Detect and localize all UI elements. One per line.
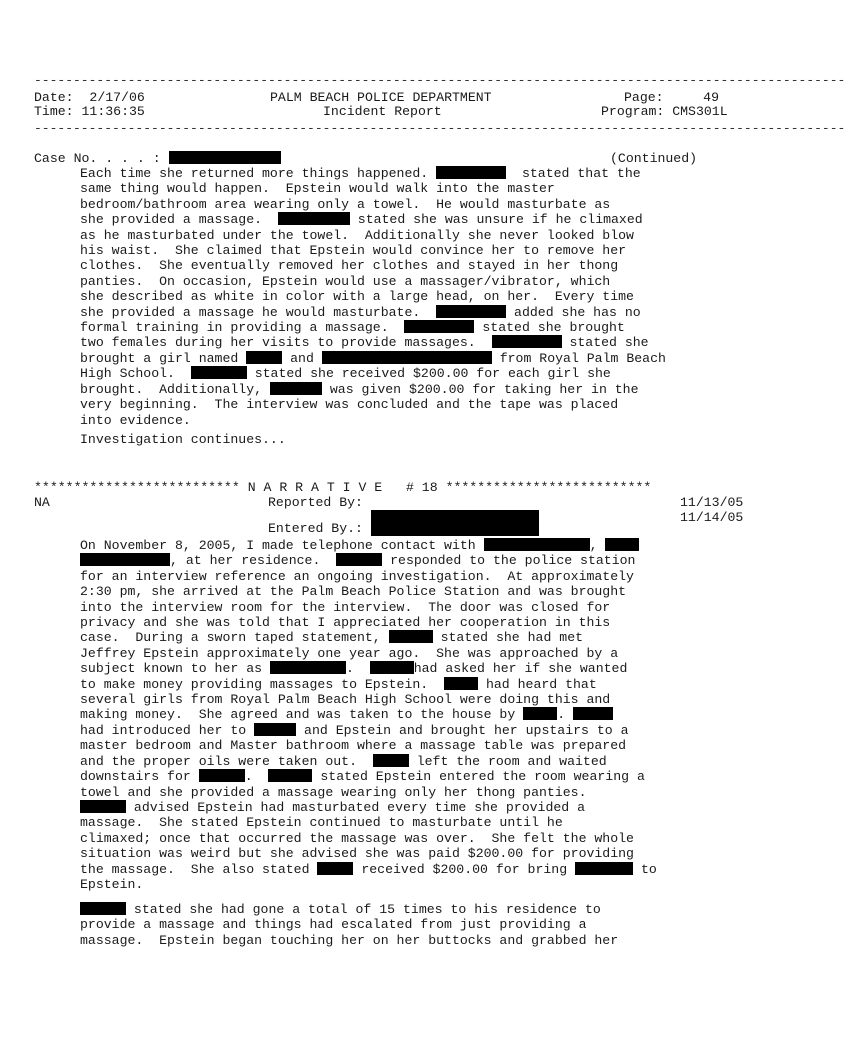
program-line: Program: CMS301L: [601, 104, 728, 119]
redaction-block: [492, 335, 562, 348]
redaction-block: [254, 723, 296, 736]
redaction-block: [523, 707, 557, 720]
department-name: PALM BEACH POLICE DEPARTMENT: [270, 90, 492, 105]
redaction-block: [270, 382, 322, 395]
text-line: master bedroom and Master bathroom where a massage table was prepared: [80, 738, 627, 754]
narrative-title: N A R R A T I V E: [247, 480, 383, 495]
redaction-block: [246, 351, 282, 364]
redaction-block: [484, 538, 590, 551]
text-line: making money. She agreed and was taken to the house by .: [80, 707, 720, 722]
text-line: brought. Additionally, was given $200.00 for taking her in the: [80, 381, 639, 397]
text-line: formal training in providing a massage. stated she brought: [80, 320, 625, 336]
text-line: Epstein.: [80, 876, 144, 892]
redaction-block: [389, 630, 433, 643]
report-type: Incident Report: [323, 104, 442, 119]
text-line: massage. Epstein began touching her on her buttocks and grabbed her: [80, 932, 619, 948]
redaction-block: [371, 510, 539, 536]
narrative-banner: ************************** N A R R A T I V E # 18 **************************: [34, 480, 652, 495]
reported-by-line: Reported By:: [268, 495, 363, 510]
redaction-block: [373, 754, 409, 767]
text-line: Jeffrey Epstein approximately one year ago. She was approached by a: [80, 645, 619, 661]
text-line: had introduced her to and Epstein and brought her upstairs to a: [80, 722, 629, 738]
text-line: towel and she provided a massage wearing only her thong panties.: [80, 784, 587, 800]
text-line: Each time she returned more things happened. stated that the: [80, 166, 641, 181]
narrative-code: NA: [34, 495, 50, 510]
redaction-block: [404, 320, 474, 333]
redaction-block: [573, 707, 613, 720]
entered-date: 11/14/05: [680, 510, 744, 525]
redaction-block: [436, 305, 506, 318]
redaction-block: [80, 553, 170, 566]
redaction-block: [278, 212, 350, 225]
redaction-block: [169, 151, 281, 164]
redaction-block: [80, 800, 126, 813]
entered-by-line: Entered By.:: [268, 510, 539, 536]
redaction-block: [80, 902, 126, 915]
text-line: advised Epstein had masturbated every time she provided a: [80, 800, 720, 815]
text-line: situation was weird but she advised she was paid $200.00 for providing: [80, 846, 634, 862]
text-line: she provided a massage. stated she was unsure if he climaxed: [80, 212, 643, 228]
header-rule-top: --------------------------------------------------------------------------------------------------------: [34, 73, 845, 88]
text-line: , at her residence. responded to the police station: [80, 553, 720, 568]
redaction-block: [191, 366, 247, 379]
redaction-block: [436, 166, 506, 179]
text-line: very beginning. The interview was concluded and the tape was placed: [80, 397, 619, 413]
redaction-block: [605, 538, 639, 551]
text-line: case. During a sworn taped statement, stated she had met: [80, 630, 584, 646]
text-line: for an interview reference an ongoing investigation. At approximately: [80, 568, 634, 584]
text-line: provide a massage and things had escalated from just providing a: [80, 917, 587, 933]
text-line: and the proper oils were taken out. left the room and waited: [80, 753, 607, 769]
redaction-block: [370, 661, 414, 674]
program-code: CMS301L: [672, 104, 728, 119]
text-line: same thing would happen. Epstein would walk into the master: [80, 181, 555, 197]
time-line: Time: 11:36:35: [34, 104, 145, 119]
text-line: brought a girl named and from Royal Palm Beach: [80, 350, 666, 366]
text-line: climaxed; once that occurred the massage was over. She felt the whole: [80, 830, 634, 846]
redaction-block: [336, 553, 382, 566]
text-line: she provided a massage he would masturbate. added she has no: [80, 304, 641, 320]
narrative-paragraph-2: [80, 902, 720, 948]
redaction-block: [444, 677, 478, 690]
text-line: On November 8, 2005, I made telephone contact with ,: [80, 538, 720, 553]
text-line: the massage. She also stated received $200.00 for bring to: [80, 861, 657, 877]
text-line: clothes. She eventually removed her clothes and stayed in her thong: [80, 258, 619, 274]
redaction-block: [199, 769, 245, 782]
text-line: into the interview room for the interview. The door was closed for: [80, 599, 611, 615]
text-line: massage. She stated Epstein continued to masturbate until he: [80, 815, 563, 831]
redaction-block: [575, 862, 633, 875]
report-date: 2/17/06: [89, 90, 145, 105]
text-line: subject known to her as . had asked her if she wanted: [80, 661, 628, 677]
redaction-block: [268, 769, 312, 782]
reported-date: 11/13/05: [680, 495, 744, 510]
text-line: stated she had gone a total of 15 times to his residence to: [80, 902, 720, 917]
text-line: as he masturbated under the towel. Additionally she never looked blow: [80, 227, 634, 243]
date-line: Date: 2/17/06: [34, 90, 145, 105]
text-line: panties. On occasion, Epstein would use a massager/vibrator, which: [80, 273, 611, 289]
header-rule-bottom: --------------------------------------------------------------------------------------------------------: [34, 121, 845, 136]
redaction-block: [317, 862, 353, 875]
text-line: several girls from Royal Palm Beach High School were doing this and: [80, 692, 611, 708]
text-line: bedroom/bathroom area wearing only a towel. He would masturbate as: [80, 196, 611, 212]
continuation-paragraph: [80, 166, 720, 428]
report-time: 11:36:35: [81, 104, 145, 119]
text-line: into evidence.: [80, 412, 191, 428]
text-line: downstairs for . stated Epstein entered the room wearing a: [80, 769, 645, 785]
redaction-block: [322, 351, 492, 364]
text-line: to make money providing massages to Epstein. had heard that: [80, 676, 597, 692]
narrative-paragraph-1: [80, 538, 720, 892]
text-line: two females during her visits to provide massages. stated she: [80, 335, 649, 351]
page-line: Page: 49: [624, 90, 719, 105]
text-line: she described as white in color with a large head, on her. Every time: [80, 289, 634, 305]
page-number: 49: [703, 90, 719, 105]
redaction-block: [270, 661, 346, 674]
text-line: privacy and she was told that I appreciated her cooperation in this: [80, 615, 611, 631]
continued-label: (Continued): [610, 151, 698, 166]
narrative-number: # 18: [405, 480, 438, 495]
case-number-line: Case No. . . . :: [34, 151, 281, 166]
text-line: 2:30 pm, she arrived at the Palm Beach Police Station and was brought: [80, 584, 627, 600]
text-line: his waist. She claimed that Epstein would convince her to remove her: [80, 243, 627, 259]
text-line: High School. stated she received $200.00 for each girl she: [80, 366, 611, 382]
investigation-continues: Investigation continues...: [80, 432, 286, 447]
